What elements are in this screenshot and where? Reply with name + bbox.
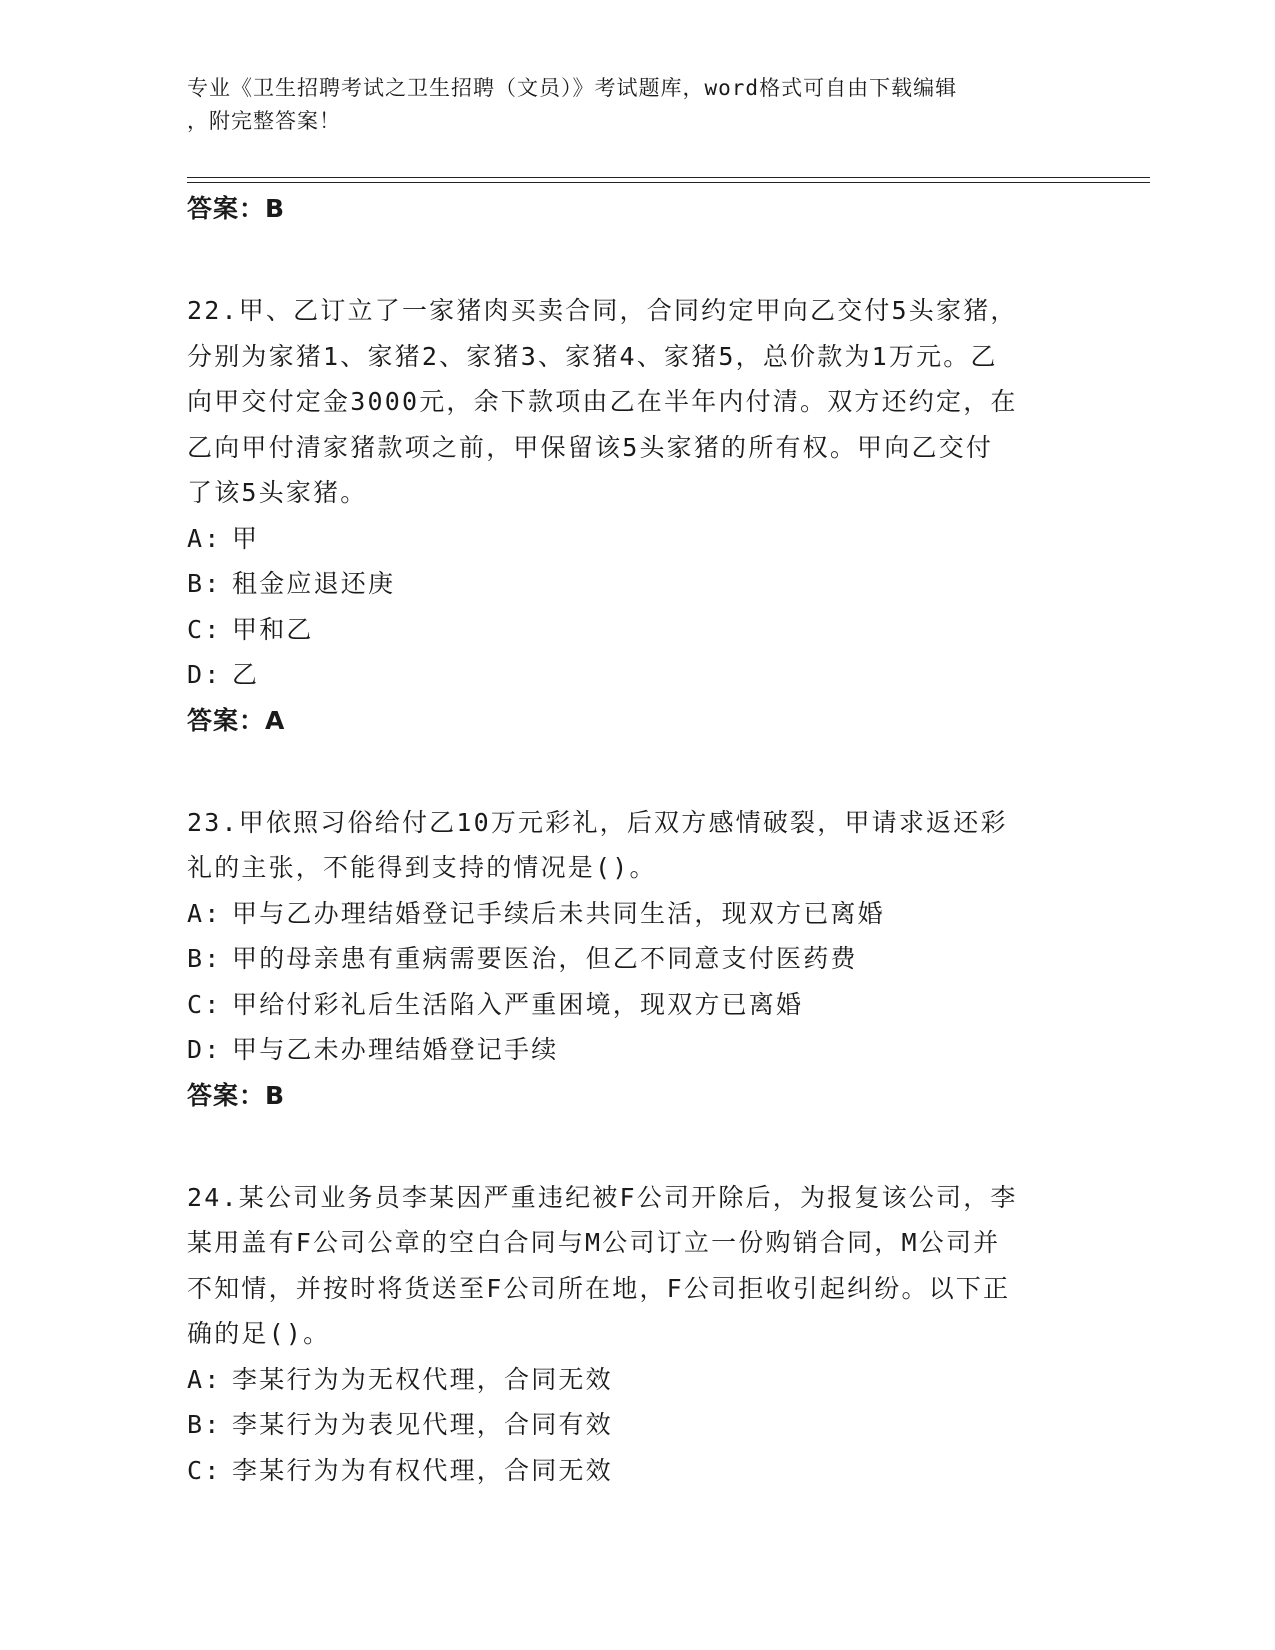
option-text: 乙	[232, 660, 260, 689]
option-letter: D:	[187, 1035, 222, 1064]
option-b	[187, 1402, 1087, 1448]
option-text: 李某行为为有权代理，合同无效	[232, 1455, 613, 1485]
document-header	[187, 72, 1067, 138]
question-text-line: 不知情，并按时将货送至F公司所在地，F公司拒收引起纠纷。以下正	[187, 1273, 1011, 1303]
option-text: 甲与乙办理结婚登记手续后未共同生活，现双方已离婚	[232, 898, 885, 928]
question-text-line: 某用盖有F公司公章的空白合同与M公司订立一份购销合同，M公司并	[187, 1228, 1001, 1257]
option-text: 甲	[232, 523, 260, 553]
option-letter: C:	[187, 614, 222, 644]
option-text: 甲和乙	[232, 614, 314, 644]
option-letter: B:	[187, 944, 222, 973]
option-a	[187, 516, 1087, 562]
question-text-line: 确的足()。	[187, 1319, 331, 1348]
option-d	[187, 652, 1087, 698]
option-text: 甲与乙未办理结婚登记手续	[232, 1035, 559, 1064]
option-a	[187, 891, 1087, 937]
option-text: 甲的母亲患有重病需要医治，但乙不同意支付医药费	[232, 944, 858, 973]
question-text-line: 23.甲依照习俗给付乙10万元彩礼，后双方感情破裂，甲请求返还彩	[187, 807, 1008, 837]
option-c	[187, 607, 1087, 653]
option-letter: B:	[187, 569, 222, 598]
answer-22: 答案：A	[187, 705, 286, 735]
question-24	[187, 1175, 1087, 1494]
question-text-line: 礼的主张，不能得到支持的情况是()。	[187, 853, 657, 882]
question-text-line: 分别为家猪1、家猪2、家猪3、家猪4、家猪5，总价款为1万元。乙	[187, 341, 998, 371]
option-text: 李某行为为表见代理，合同有效	[232, 1410, 613, 1439]
option-c	[187, 982, 1087, 1028]
question-22	[187, 288, 1087, 744]
option-letter: B:	[187, 1410, 222, 1439]
option-b	[187, 936, 1087, 982]
question-text-line: 了该5头家猪。	[187, 478, 368, 507]
document-body	[187, 186, 1087, 1493]
option-letter: D:	[187, 660, 222, 689]
header-divider-bottom	[187, 182, 1150, 183]
option-letter: A:	[187, 898, 222, 928]
option-letter: C:	[187, 989, 222, 1019]
option-text: 甲给付彩礼后生活陷入严重困境，现双方已离婚	[232, 989, 804, 1019]
option-letter: A:	[187, 1364, 222, 1394]
answer-23: 答案：B	[187, 1080, 286, 1110]
question-text-line: 24.某公司业务员李某因严重违纪被F公司开除后，为报复该公司，李	[187, 1182, 1018, 1212]
option-text: 租金应退还庚	[232, 569, 396, 598]
answer-21: 答案：B	[187, 194, 286, 223]
option-letter: A:	[187, 523, 222, 553]
option-a	[187, 1357, 1087, 1403]
question-text-line: 乙向甲付清家猪款项之前，甲保留该5头家猪的所有权。甲向乙交付	[187, 432, 994, 462]
question-text-line: 22.甲、乙订立了一家猪肉买卖合同，合同约定甲向乙交付5头家猪，	[187, 296, 1018, 325]
option-d	[187, 1027, 1087, 1073]
header-divider-top	[187, 177, 1150, 178]
option-text: 李某行为为无权代理，合同无效	[232, 1364, 613, 1394]
header-line-1: 专业《卫生招聘考试之卫生招聘（文员）》考试题库，word格式可自由下载编辑	[187, 76, 958, 100]
option-b	[187, 561, 1087, 607]
header-line-2: ，附完整答案！	[187, 109, 341, 133]
question-23	[187, 800, 1087, 1119]
option-c	[187, 1448, 1087, 1494]
option-letter: C:	[187, 1455, 222, 1485]
question-text-line: 向甲交付定金3000元，余下款项由乙在半年内付清。双方还约定，在	[187, 387, 1018, 416]
